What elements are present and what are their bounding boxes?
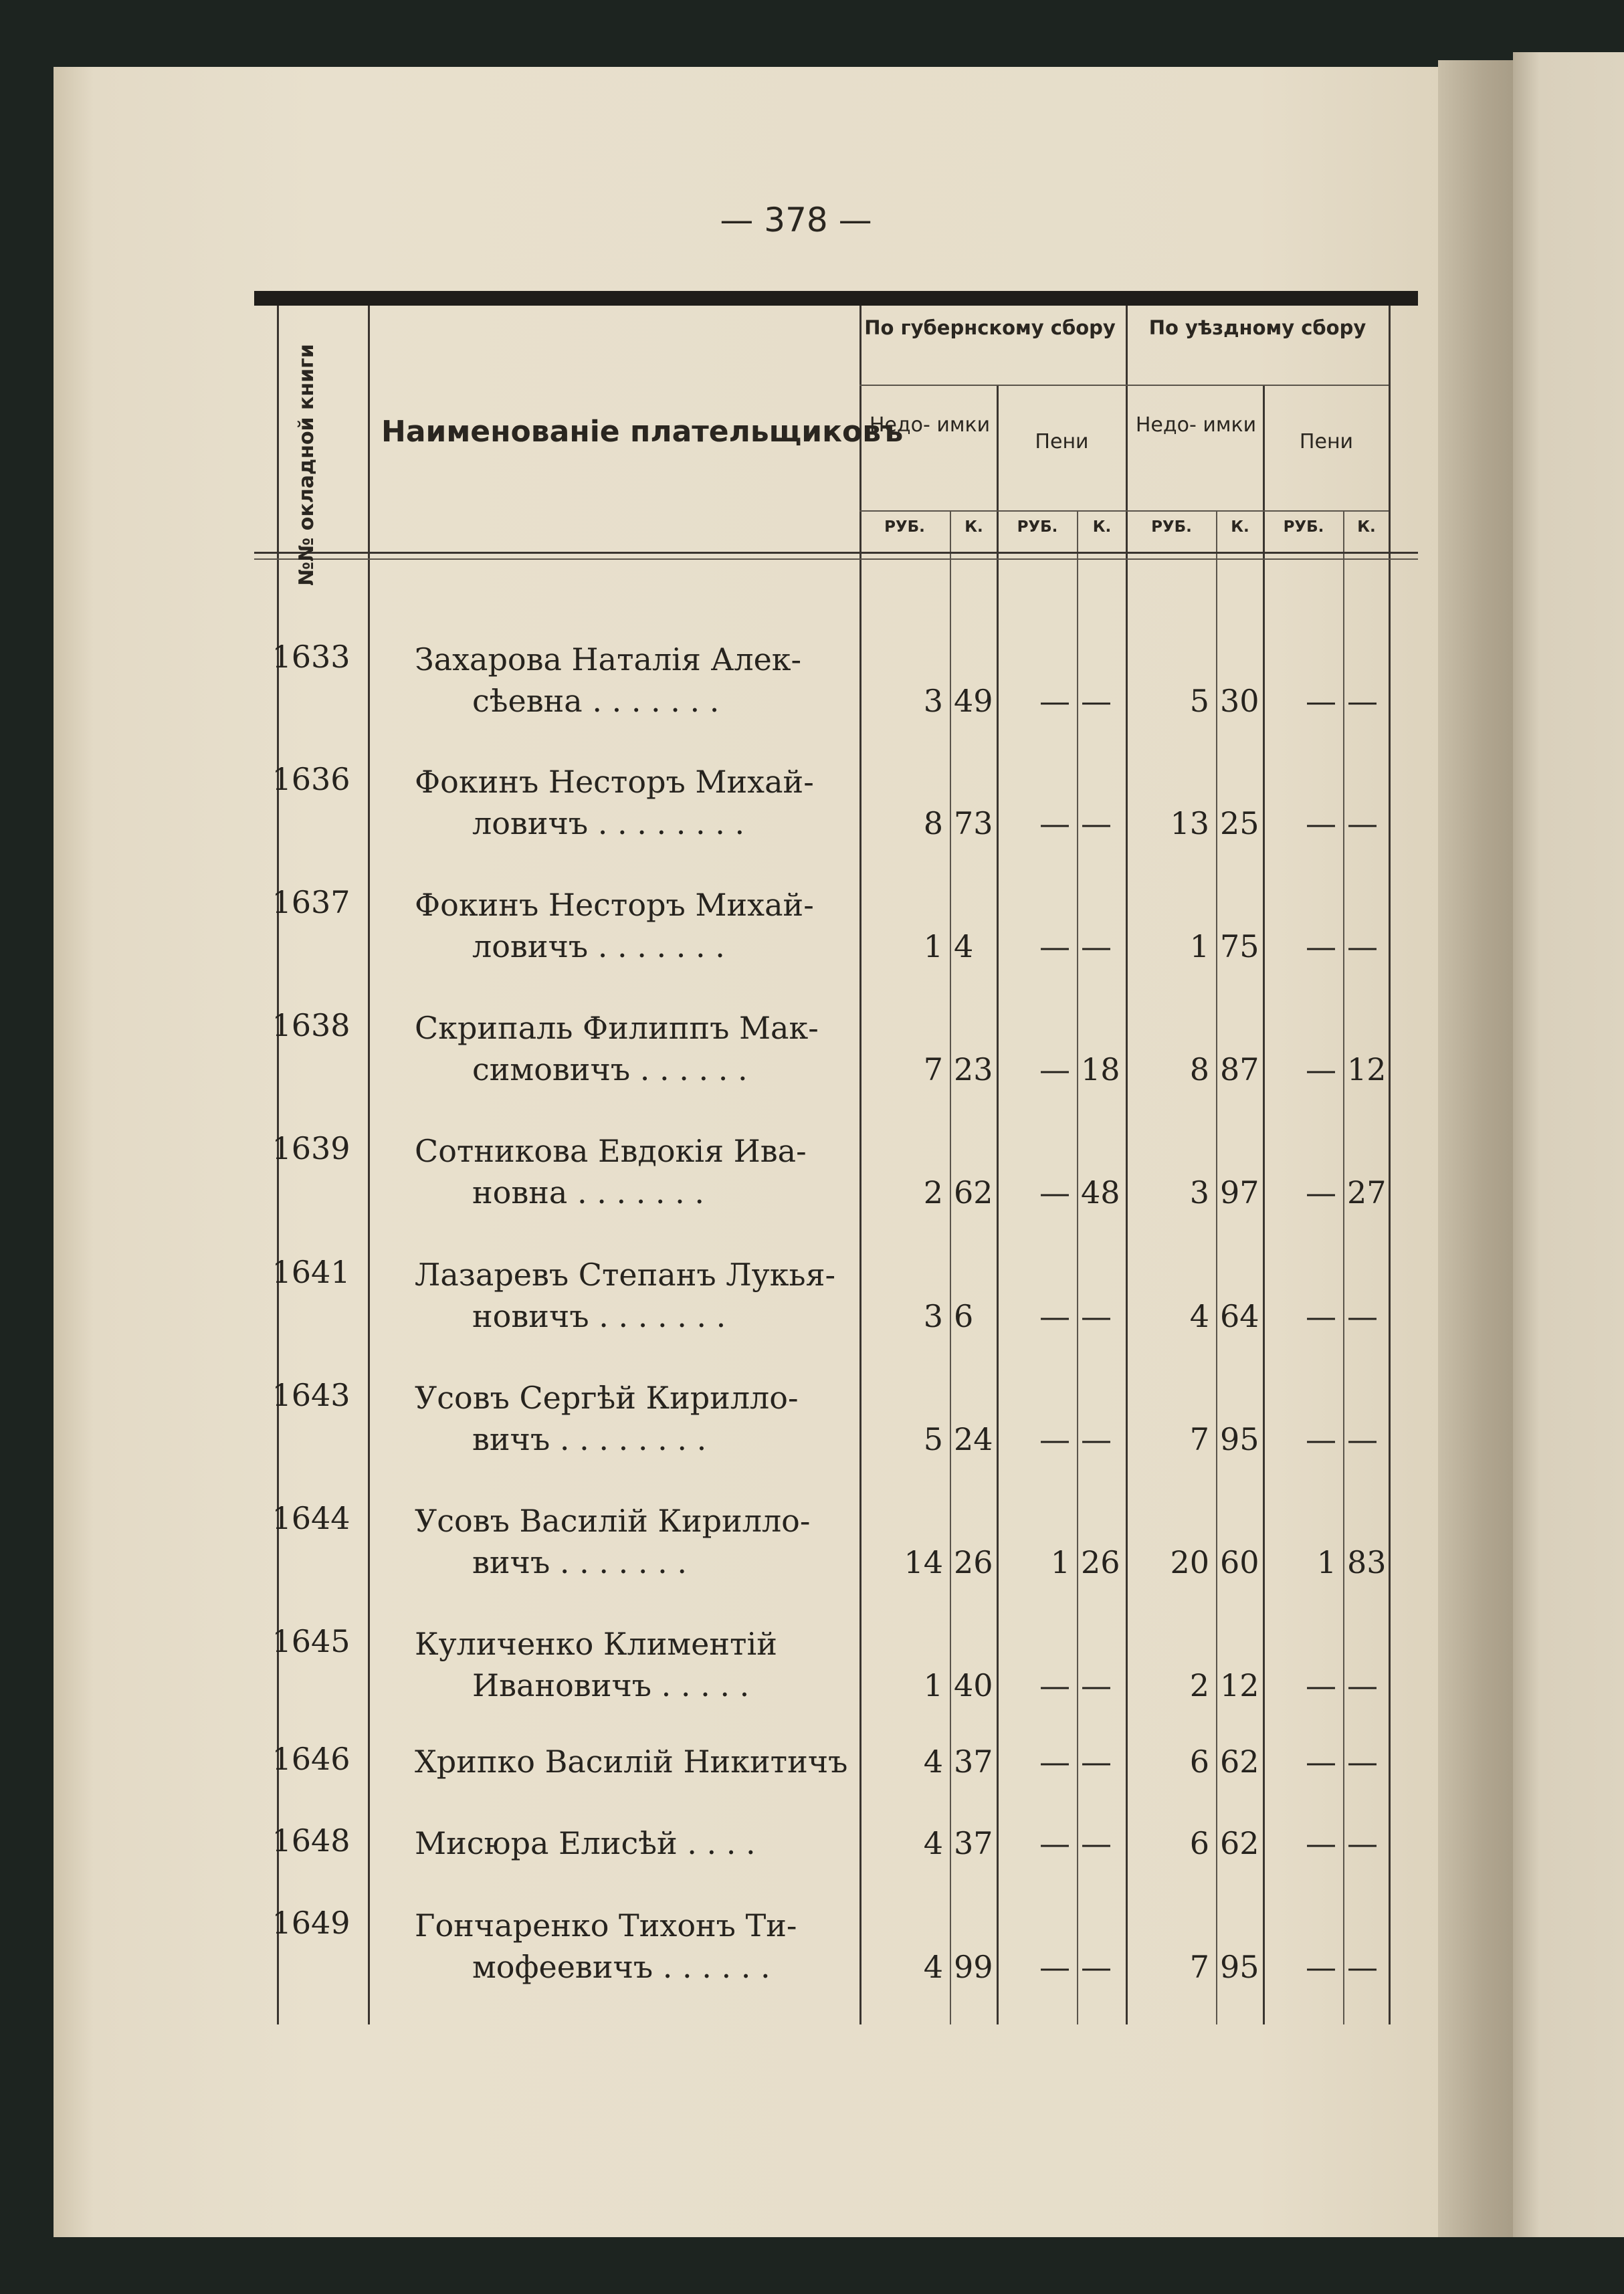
book-number: 1641 [272,1254,350,1290]
gub-arrears-rub: 4 [923,1744,943,1780]
payers-table [254,291,1418,2023]
gub-arrears-rub: 7 [923,1051,943,1087]
uezd-penalty-kop: 83 [1347,1544,1387,1580]
uezd-penalty-kop: — [1347,805,1378,841]
header-arrears: Недо- имки [869,413,991,437]
uezd-arrears-kop: 97 [1220,1174,1259,1211]
gub-penalty-rub: — [1039,1298,1070,1334]
uezd-arrears-rub: 7 [1189,1949,1209,1985]
payer-name-line1: Фокинъ Несторъ Михай- [415,887,814,923]
payer-name-line2: мофеевичъ . . . . . . [472,1949,771,1985]
gub-penalty-kop: — [1081,1667,1112,1703]
gub-penalty-rub: — [1039,1174,1070,1211]
gub-arrears-rub: 3 [923,1298,943,1334]
uezd-penalty-kop: — [1347,1298,1378,1334]
payer-name-line2: сѣевна . . . . . . . [472,683,720,719]
book-number: 1646 [272,1741,350,1777]
header-uezd-levy: По уѣздному сбору [1148,316,1366,339]
header-rule [859,385,1389,386]
book-number: 1643 [272,1377,350,1413]
gub-arrears-rub: 8 [923,805,943,841]
gub-arrears-kop: 99 [954,1949,993,1985]
book-number: 1645 [272,1623,350,1659]
uezd-penalty-kop: 12 [1347,1051,1387,1087]
gub-arrears-kop: 73 [954,805,993,841]
payer-name-line1: Усовъ Василій Кирилло- [415,1503,811,1539]
unit-kop: К. [1357,518,1376,536]
header-gubernia-levy: По губернскому сбору [864,316,1116,339]
uezd-arrears-kop: 95 [1220,1949,1259,1985]
uezd-penalty-kop: — [1347,1744,1378,1780]
uezd-penalty-kop: 27 [1347,1174,1387,1211]
uezd-penalty-rub: — [1306,1298,1336,1334]
uezd-penalty-rub: — [1306,1744,1336,1780]
uezd-arrears-kop: 64 [1220,1298,1259,1334]
uezd-arrears-rub: 6 [1189,1825,1209,1861]
table-row [254,1905,1418,1988]
uezd-arrears-rub: 4 [1189,1298,1209,1334]
gub-penalty-kop: 18 [1081,1051,1120,1087]
book-spine [1438,60,1513,2237]
gub-arrears-kop: 40 [954,1667,993,1703]
gub-penalty-rub: — [1039,1667,1070,1703]
adjacent-page [1513,52,1624,2237]
uezd-arrears-rub: 2 [1189,1667,1209,1703]
gub-penalty-rub: — [1039,683,1070,719]
unit-kop: К. [965,518,983,536]
uezd-arrears-kop: 95 [1220,1421,1259,1457]
book-number: 1633 [272,639,350,675]
gub-arrears-rub: 5 [923,1421,943,1457]
gub-penalty-kop: — [1081,928,1112,964]
gub-penalty-rub: — [1039,1744,1070,1780]
payer-name-line1: Усовъ Сергѣй Кирилло- [415,1380,799,1416]
gub-penalty-rub: — [1039,1949,1070,1985]
page-number: — 378 — [720,201,872,239]
payer-name-line1: Сотникова Евдокія Ива- [415,1133,807,1169]
header-penalty: Пени [1299,430,1354,453]
gub-penalty-kop: — [1081,1421,1112,1457]
gub-penalty-rub: 1 [1050,1544,1070,1580]
gub-penalty-kop: — [1081,1949,1112,1985]
gub-penalty-rub: — [1039,1051,1070,1087]
uezd-penalty-rub: — [1306,1174,1336,1211]
payer-name-line1: Мисюра Елисѣй . . . . [415,1825,756,1861]
uezd-penalty-kop: — [1347,1825,1378,1861]
gub-arrears-kop: 37 [954,1744,993,1780]
uezd-arrears-kop: 62 [1220,1825,1259,1861]
payer-name-line1: Гончаренко Тихонъ Ти- [415,1907,797,1944]
header-bottom-rule [254,552,1418,554]
payer-name-line2: новичъ . . . . . . . [472,1298,726,1334]
uezd-arrears-kop: 60 [1220,1544,1259,1580]
unit-kop: К. [1231,518,1249,536]
table-row [254,639,1418,722]
gub-penalty-rub: — [1039,928,1070,964]
uezd-arrears-rub: 13 [1170,805,1209,841]
payer-name-line1: Куличенко Климентій [415,1626,777,1662]
table-row [254,1377,1418,1460]
gub-penalty-rub: — [1039,1825,1070,1861]
gub-arrears-kop: 24 [954,1421,993,1457]
gub-penalty-kop: — [1081,683,1112,719]
uezd-arrears-kop: 62 [1220,1744,1259,1780]
book-number: 1644 [272,1500,350,1536]
table-row [254,884,1418,967]
table-row [254,1822,1418,1864]
gub-arrears-kop: 26 [954,1544,993,1580]
gub-arrears-kop: 37 [954,1825,993,1861]
uezd-penalty-kop: — [1347,1949,1378,1985]
gub-penalty-rub: — [1039,805,1070,841]
gub-arrears-rub: 1 [923,928,943,964]
unit-rub: РУБ. [1017,518,1058,536]
header-payer-name: Наименованіе плательщиковъ [381,415,904,449]
uezd-penalty-rub: — [1306,1825,1336,1861]
uezd-penalty-kop: — [1347,1421,1378,1457]
gub-arrears-kop: 23 [954,1051,993,1087]
gub-arrears-rub: 4 [923,1949,943,1985]
uezd-penalty-kop: — [1347,928,1378,964]
uezd-penalty-rub: — [1306,928,1336,964]
gub-penalty-kop: 26 [1081,1544,1120,1580]
header-rule [859,510,1389,512]
uezd-arrears-kop: 30 [1220,683,1259,719]
uezd-arrears-rub: 5 [1189,683,1209,719]
table-row [254,1623,1418,1706]
uezd-penalty-rub: 1 [1316,1544,1336,1580]
book-number: 1638 [272,1007,350,1043]
uezd-arrears-rub: 20 [1170,1544,1209,1580]
gub-arrears-rub: 4 [923,1825,943,1861]
table-row [254,1741,1418,1782]
unit-rub: РУБ. [1283,518,1324,536]
gub-penalty-rub: — [1039,1421,1070,1457]
uezd-arrears-kop: 87 [1220,1051,1259,1087]
gub-arrears-kop: 6 [954,1298,974,1334]
uezd-penalty-rub: — [1306,1667,1336,1703]
payer-name-line1: Захарова Наталія Алек- [415,641,802,677]
payer-name-line2: вичъ . . . . . . . [472,1544,687,1580]
table-row [254,1254,1418,1337]
book-number: 1637 [272,884,350,920]
gub-arrears-rub: 3 [923,683,943,719]
unit-rub: РУБ. [884,518,925,536]
gub-arrears-rub: 14 [904,1544,943,1580]
gub-arrears-kop: 4 [954,928,974,964]
unit-kop: К. [1092,518,1112,536]
payer-name-line2: симовичъ . . . . . . [472,1051,748,1087]
header-book-number: №№ окладной книги [295,344,318,586]
gub-arrears-kop: 62 [954,1174,993,1211]
header-bottom-rule [254,558,1418,560]
book-number: 1636 [272,761,350,797]
uezd-penalty-kop: — [1347,683,1378,719]
uezd-penalty-rub: — [1306,805,1336,841]
unit-rub: РУБ. [1151,518,1192,536]
uezd-arrears-rub: 8 [1189,1051,1209,1087]
uezd-arrears-rub: 1 [1189,928,1209,964]
uezd-arrears-kop: 75 [1220,928,1259,964]
gub-penalty-kop: — [1081,1744,1112,1780]
payer-name-line2: Ивановичъ . . . . . [472,1667,750,1703]
uezd-arrears-kop: 25 [1220,805,1259,841]
uezd-penalty-rub: — [1306,1949,1336,1985]
uezd-penalty-kop: — [1347,1667,1378,1703]
table-row [254,1007,1418,1090]
payer-name-line1: Хрипко Василій Никитичъ [415,1744,848,1780]
book-number: 1649 [272,1905,350,1941]
book-number: 1648 [272,1822,350,1859]
header-arrears: Недо- имки [1135,413,1257,437]
uezd-arrears-rub: 7 [1189,1421,1209,1457]
payer-name-line1: Скрипаль Филиппъ Мак- [415,1010,819,1046]
table-top-rule [254,291,1418,306]
header-penalty: Пени [1035,430,1089,453]
payer-name-line2: новна . . . . . . . [472,1174,705,1211]
uezd-penalty-rub: — [1306,1421,1336,1457]
book-number: 1639 [272,1130,350,1166]
gub-arrears-kop: 49 [954,683,993,719]
uezd-arrears-rub: 3 [1189,1174,1209,1211]
gub-penalty-kop: — [1081,805,1112,841]
gub-penalty-kop: 48 [1081,1174,1120,1211]
uezd-arrears-kop: 12 [1220,1667,1259,1703]
uezd-penalty-rub: — [1306,1051,1336,1087]
payer-name-line2: ловичъ . . . . . . . [472,928,725,964]
payer-name-line2: ловичъ . . . . . . . . [472,805,745,841]
uezd-arrears-rub: 6 [1189,1744,1209,1780]
table-row [254,761,1418,844]
gub-penalty-kop: — [1081,1298,1112,1334]
gub-arrears-rub: 2 [923,1174,943,1211]
payer-name-line2: вичъ . . . . . . . . [472,1421,707,1457]
uezd-penalty-rub: — [1306,683,1336,719]
table-row [254,1130,1418,1213]
payer-name-line1: Фокинъ Несторъ Михай- [415,764,814,800]
gub-arrears-rub: 1 [923,1667,943,1703]
gub-penalty-kop: — [1081,1825,1112,1861]
table-row [254,1500,1418,1583]
payer-name-line1: Лазаревъ Степанъ Лукья- [415,1257,836,1293]
